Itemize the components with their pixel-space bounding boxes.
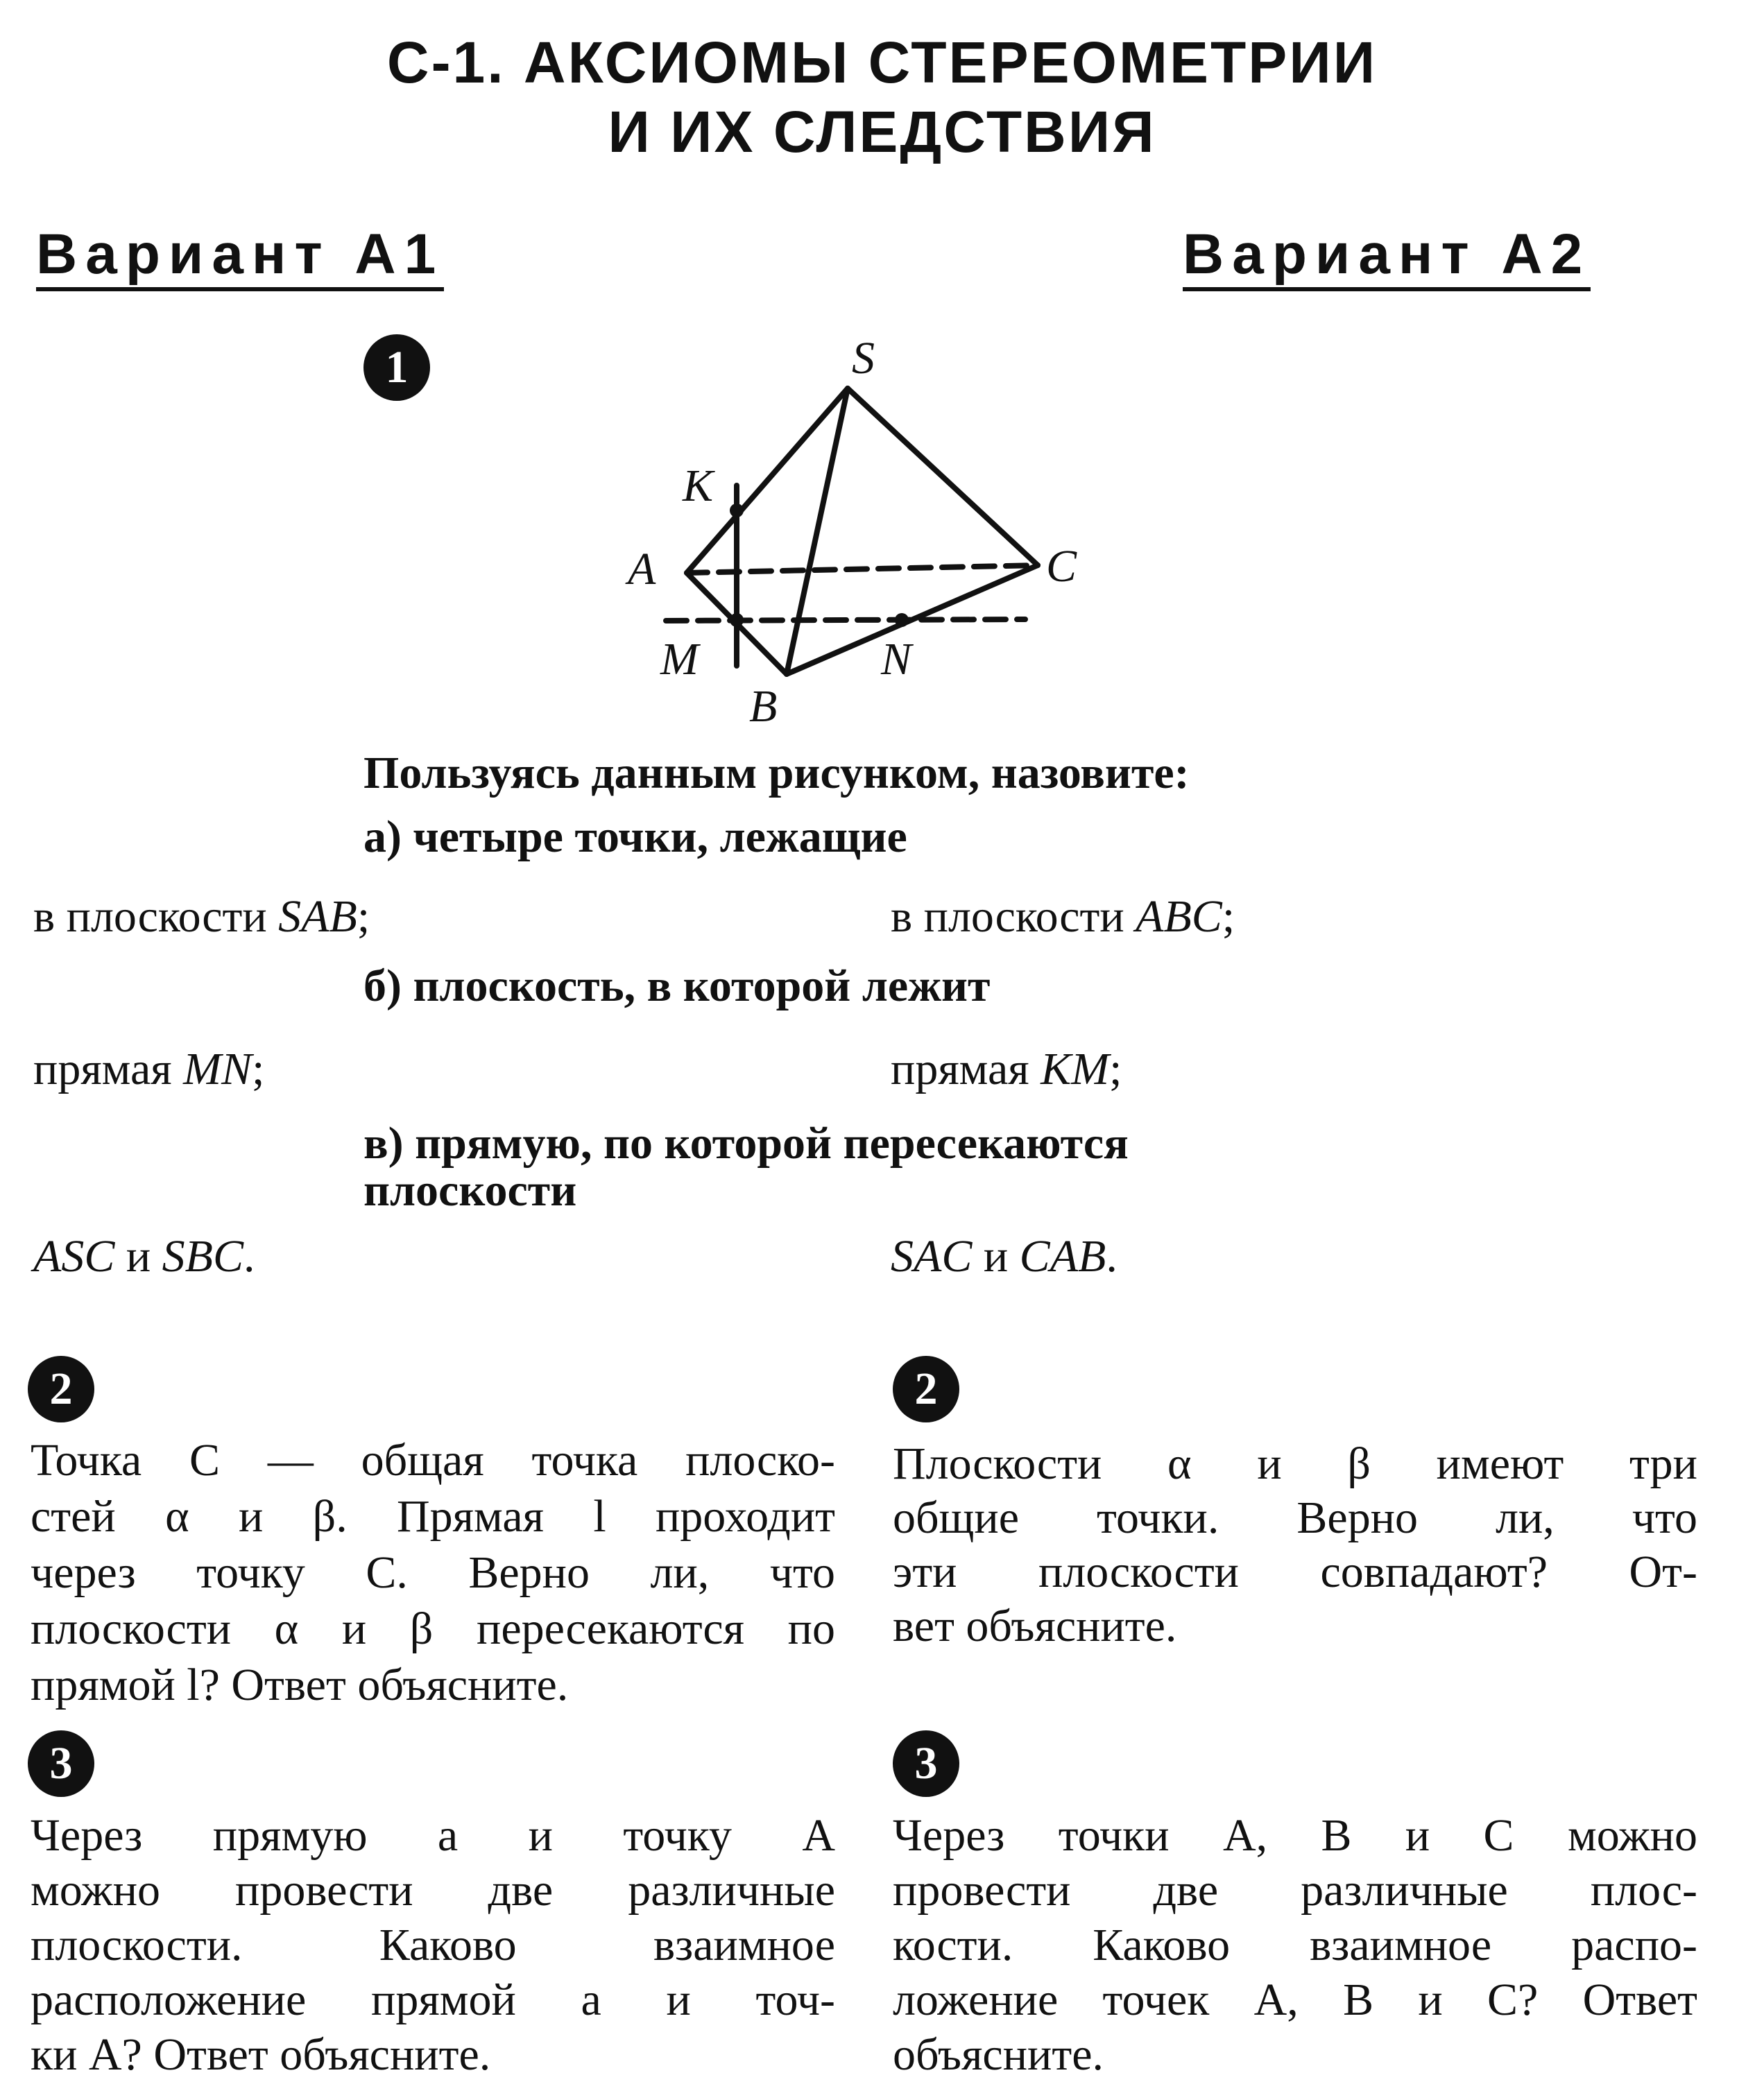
task-3-v1-line: Через прямую a и точку A (31, 1810, 835, 1861)
task-1b-v2-prefix: прямая (891, 1044, 1041, 1094)
point-M (730, 613, 744, 627)
edge-SC (848, 388, 1038, 565)
label-B: B (749, 681, 778, 732)
task-1c-variant-1 (33, 1229, 255, 1284)
task-1a-v1-prefix: в плоскости (33, 891, 279, 942)
label-S: S (852, 333, 875, 384)
title-line-2: И ИХ СЛЕДСТВИЯ (608, 99, 1156, 164)
task-1a-variant-2 (891, 889, 1235, 945)
task-2-v1-line: стей α и β. Прямая l проходит (31, 1491, 835, 1542)
task-2-v1-line: Точка C — общая точка плоско- (31, 1435, 835, 1486)
task-1b-v2-line: KM (1041, 1044, 1110, 1094)
task-2-v1-line: через точку C. Верно ли, что (31, 1547, 835, 1598)
task-1c-v2-and: и (972, 1231, 1020, 1282)
task-1b-v2-end: ; (1109, 1044, 1122, 1094)
task-1b-variant-2 (891, 1042, 1122, 1097)
task-1-intro: Пользуясь данным рисунком, назовите: (363, 748, 1190, 798)
task-3-v1-line: можно провести две различные (31, 1865, 835, 1916)
task-2-variant-2-text (893, 1437, 1697, 1653)
task-1b-header: б) плоскость, в которой лежит (363, 961, 991, 1011)
task-2-v2-number-badge: 2 (893, 1356, 959, 1422)
task-1c-v2-end: . (1106, 1231, 1118, 1282)
task-3-v1-line: расположение прямой a и точ- (31, 1975, 835, 2025)
label-K: K (683, 461, 714, 511)
task-3-v2-line: Через точки A, B и C можно (893, 1810, 1697, 1861)
task-2-v2-line: вет объясните. (893, 1601, 1177, 1651)
task-2-v1-line: прямой l? Ответ объясните. (31, 1660, 569, 1710)
point-K (730, 504, 744, 517)
task-3-v2-line: провести две различные плос- (893, 1865, 1697, 1916)
task-1a-v2-end: ; (1222, 891, 1235, 942)
title-line-1: С-1. АКСИОМЫ СТЕРЕОМЕТРИИ (386, 30, 1378, 95)
line-MN (666, 619, 1025, 621)
task-1c-v1-plane-2: SBC (162, 1231, 244, 1282)
task-1b-variant-1 (33, 1042, 265, 1097)
task-1c-v1-end: . (243, 1231, 255, 1282)
task-1c-header-line-1: в) прямую, по которой пересекаются (363, 1118, 1129, 1169)
task-1a-v1-plane: SAB (278, 891, 357, 942)
task-1a-v1-end: ; (357, 891, 370, 942)
label-N: N (881, 634, 912, 685)
task-3-v2-line: ложение точек A, B и C? Ответ (893, 1975, 1697, 2025)
task-2-variant-1-text (31, 1432, 835, 1713)
task-3-variant-2-text (893, 1808, 1697, 2082)
task-2-v1-number-badge: 2 (28, 1356, 94, 1422)
task-1a-header: а) четыре точки, лежащие (363, 811, 907, 862)
task-2-v2-line: общие точки. Верно ли, что (893, 1492, 1697, 1543)
point-N (895, 613, 909, 627)
task-3-v1-line: ки A? Ответ объясните. (31, 2029, 491, 2080)
task-2-v2-line: эти плоскости совпадают? От- (893, 1547, 1697, 1597)
task-3-v2-number-badge: 3 (893, 1730, 959, 1797)
task-3-v2-line: объясните. (893, 2029, 1104, 2080)
task-1c-v1-and: и (114, 1231, 162, 1282)
task-1c-v2-plane-2: CAB (1019, 1231, 1106, 1282)
task-1c-header (363, 1120, 1129, 1214)
task-3-variant-1-text (31, 1808, 835, 2082)
task-1c-v2-plane-1: SAC (891, 1231, 973, 1282)
task-1a-v2-plane: ABC (1136, 891, 1222, 942)
task-1b-v1-line: MN (183, 1044, 252, 1094)
label-A: A (628, 544, 656, 594)
task-3-v1-number-badge: 3 (28, 1730, 94, 1797)
task-1b-v1-end: ; (252, 1044, 265, 1094)
variant-a1-heading: Вариант А1 (36, 223, 444, 291)
pyramid-figure (610, 326, 1110, 742)
variant-a2-heading: Вариант А2 (1183, 223, 1591, 291)
task-1c-header-line-2: плоскости (363, 1165, 577, 1216)
task-1c-v1-plane-1: ASC (33, 1231, 115, 1282)
task-2-v1-line: плоскости α и β пересекаются по (31, 1603, 835, 1654)
task-2-v2-line: Плоскости α и β имеют три (893, 1438, 1697, 1489)
label-C: C (1046, 541, 1077, 592)
edge-SB (787, 388, 848, 674)
task-1c-variant-2 (891, 1229, 1118, 1284)
task-3-v2-line: кости. Каково взаимное распо- (893, 1920, 1697, 1970)
task-3-v1-line: плоскости. Каково взаимное (31, 1920, 835, 1970)
task-1-number-badge: 1 (363, 334, 430, 401)
task-1b-v1-prefix: прямая (33, 1044, 184, 1094)
page-title (0, 28, 1764, 166)
label-M: M (660, 634, 699, 685)
task-1a-v2-prefix: в плоскости (891, 891, 1136, 942)
task-1a-variant-1 (33, 889, 370, 945)
